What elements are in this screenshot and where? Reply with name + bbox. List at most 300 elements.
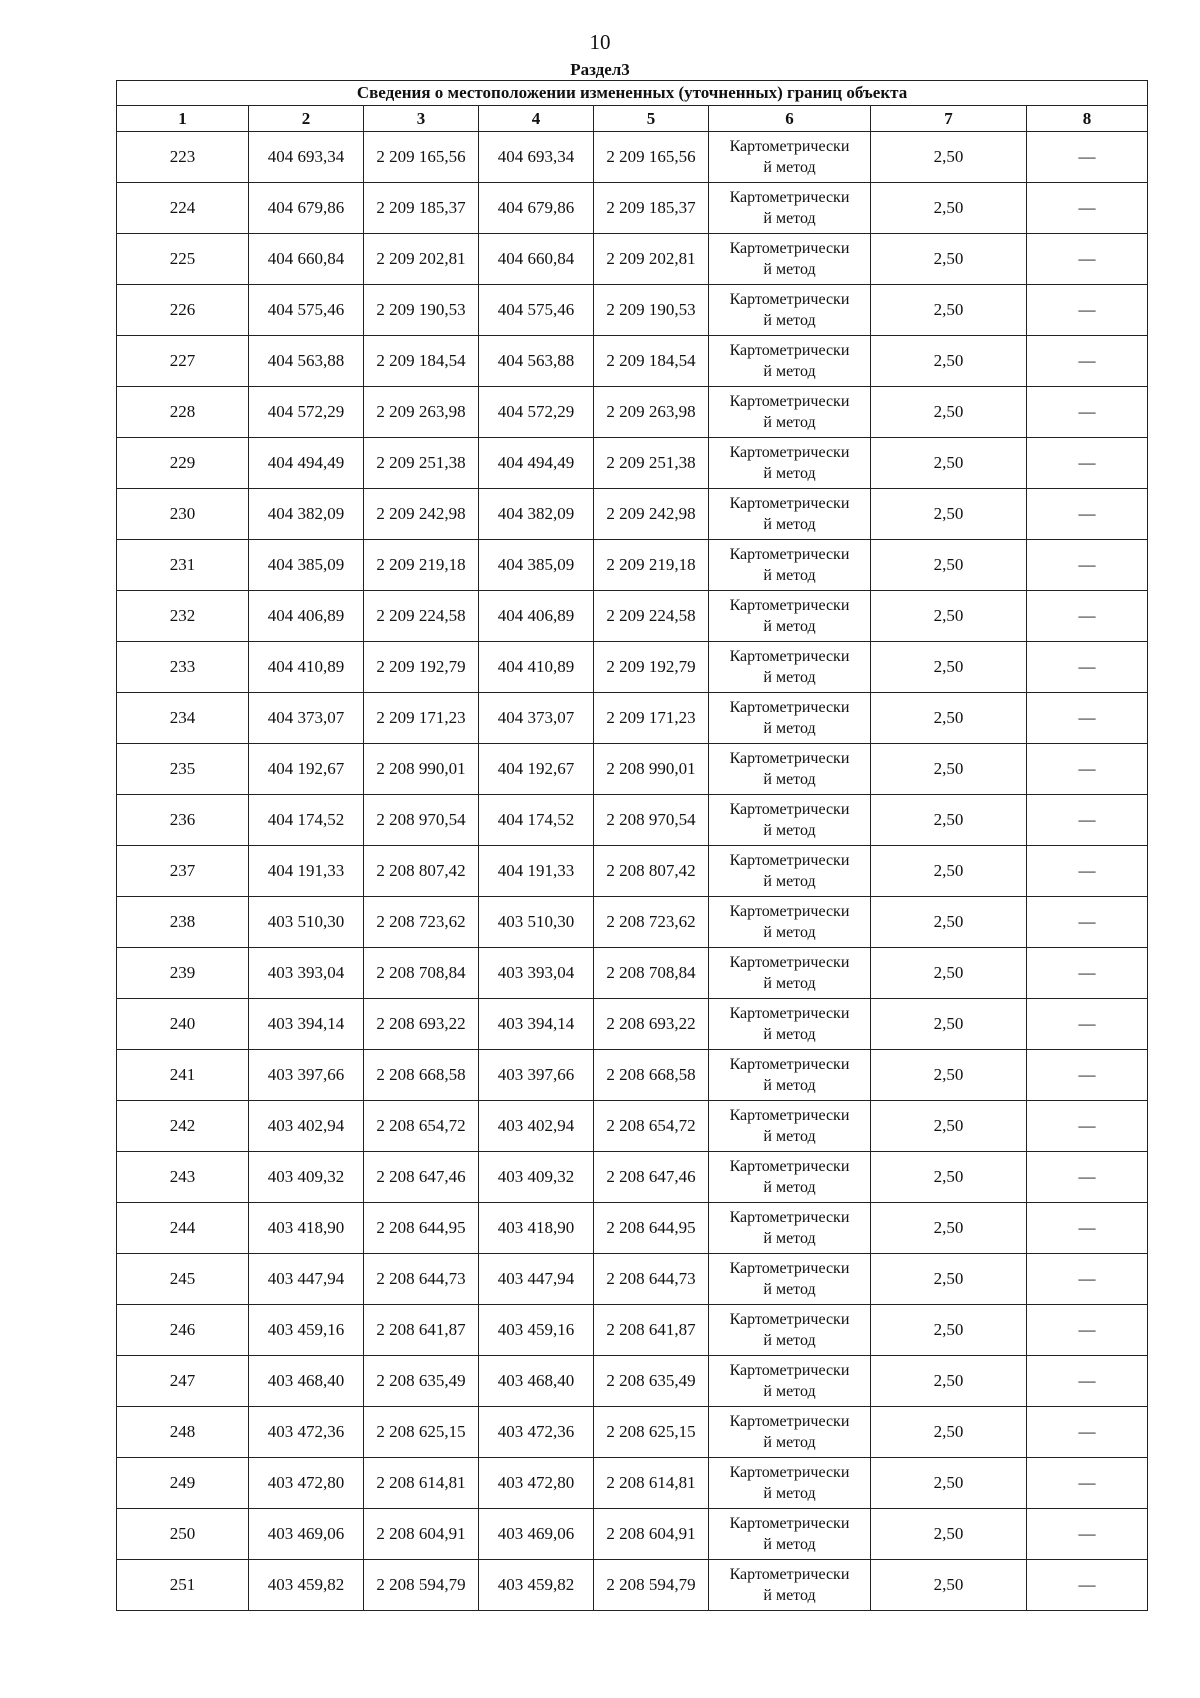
note-cell: — <box>1027 1203 1148 1254</box>
method-cell <box>709 1203 871 1254</box>
x-old-cell: 404 191,33 <box>249 846 364 897</box>
x-old-cell: 403 402,94 <box>249 1101 364 1152</box>
method-line: Картометрически <box>729 750 850 767</box>
x-new-cell: 404 575,46 <box>479 285 594 336</box>
method-line: Картометрически <box>729 1056 850 1073</box>
coordinates-table <box>116 80 1148 1611</box>
note-cell: — <box>1027 1305 1148 1356</box>
table-caption: Сведения о местоположении измененных (уточненных) границ объекта <box>117 81 1148 106</box>
x-old-cell: 404 406,89 <box>249 591 364 642</box>
accuracy-cell: 2,50 <box>871 1254 1027 1305</box>
y-old-cell: 2 208 594,79 <box>364 1560 479 1611</box>
x-new-cell: 403 510,30 <box>479 897 594 948</box>
method-line: й метод <box>763 1026 816 1043</box>
note-cell: — <box>1027 285 1148 336</box>
method-line: Картометрически <box>729 1005 850 1022</box>
section-title: Раздел3 <box>570 60 630 79</box>
method-cell <box>709 1050 871 1101</box>
note-cell: — <box>1027 1101 1148 1152</box>
y-new-cell: 2 208 654,72 <box>594 1101 709 1152</box>
page-number: 10 <box>589 30 611 54</box>
x-old-cell: 404 382,09 <box>249 489 364 540</box>
y-new-cell: 2 208 668,58 <box>594 1050 709 1101</box>
method-line: Картометрически <box>729 801 850 818</box>
y-new-cell: 2 209 251,38 <box>594 438 709 489</box>
y-old-cell: 2 208 990,01 <box>364 744 479 795</box>
accuracy-cell: 2,50 <box>871 1152 1027 1203</box>
method-cell <box>709 234 871 285</box>
method-line: Картометрически <box>729 291 850 308</box>
x-old-cell: 403 468,40 <box>249 1356 364 1407</box>
method-line: й метод <box>763 261 816 278</box>
note-cell: — <box>1027 1560 1148 1611</box>
table-row <box>117 693 1148 744</box>
y-new-cell: 2 209 224,58 <box>594 591 709 642</box>
table-row <box>117 591 1148 642</box>
x-new-cell: 404 679,86 <box>479 183 594 234</box>
column-number: 3 <box>364 106 479 132</box>
note-cell: — <box>1027 897 1148 948</box>
y-new-cell: 2 208 604,91 <box>594 1509 709 1560</box>
method-line: Картометрически <box>729 1107 850 1124</box>
point-number-cell: 240 <box>117 999 249 1050</box>
accuracy-cell: 2,50 <box>871 387 1027 438</box>
x-new-cell: 403 472,80 <box>479 1458 594 1509</box>
column-number: 7 <box>871 106 1027 132</box>
method-line: й метод <box>763 159 816 176</box>
method-cell <box>709 285 871 336</box>
table-row <box>117 1407 1148 1458</box>
method-cell <box>709 489 871 540</box>
method-cell <box>709 591 871 642</box>
method-line: й метод <box>763 1332 816 1349</box>
method-cell <box>709 1509 871 1560</box>
table-row <box>117 744 1148 795</box>
x-new-cell: 403 402,94 <box>479 1101 594 1152</box>
x-new-cell: 403 472,36 <box>479 1407 594 1458</box>
x-new-cell: 404 174,52 <box>479 795 594 846</box>
table-row <box>117 1356 1148 1407</box>
y-new-cell: 2 209 165,56 <box>594 132 709 183</box>
x-old-cell: 403 469,06 <box>249 1509 364 1560</box>
method-line: й метод <box>763 873 816 890</box>
accuracy-cell: 2,50 <box>871 693 1027 744</box>
note-cell: — <box>1027 1050 1148 1101</box>
accuracy-cell: 2,50 <box>871 489 1027 540</box>
method-cell <box>709 1560 871 1611</box>
y-new-cell: 2 208 807,42 <box>594 846 709 897</box>
y-new-cell: 2 208 970,54 <box>594 795 709 846</box>
method-line: й метод <box>763 1281 816 1298</box>
method-cell <box>709 387 871 438</box>
accuracy-cell: 2,50 <box>871 540 1027 591</box>
note-cell: — <box>1027 1356 1148 1407</box>
note-cell: — <box>1027 744 1148 795</box>
x-new-cell: 403 469,06 <box>479 1509 594 1560</box>
point-number-cell: 241 <box>117 1050 249 1101</box>
accuracy-cell: 2,50 <box>871 1407 1027 1458</box>
accuracy-cell: 2,50 <box>871 1356 1027 1407</box>
y-old-cell: 2 208 723,62 <box>364 897 479 948</box>
x-new-cell: 404 494,49 <box>479 438 594 489</box>
method-line: Картометрически <box>729 1311 850 1328</box>
y-old-cell: 2 209 185,37 <box>364 183 479 234</box>
method-line: й метод <box>763 720 816 737</box>
note-cell: — <box>1027 1254 1148 1305</box>
table-row <box>117 1050 1148 1101</box>
accuracy-cell: 2,50 <box>871 999 1027 1050</box>
y-old-cell: 2 209 190,53 <box>364 285 479 336</box>
method-line: Картометрически <box>729 393 850 410</box>
y-new-cell: 2 208 635,49 <box>594 1356 709 1407</box>
table-row <box>117 1203 1148 1254</box>
y-new-cell: 2 208 641,87 <box>594 1305 709 1356</box>
point-number-cell: 227 <box>117 336 249 387</box>
table-row <box>117 540 1148 591</box>
y-old-cell: 2 208 635,49 <box>364 1356 479 1407</box>
x-new-cell: 404 191,33 <box>479 846 594 897</box>
table-row <box>117 1305 1148 1356</box>
note-cell: — <box>1027 1407 1148 1458</box>
method-line: й метод <box>763 210 816 227</box>
column-number: 5 <box>594 106 709 132</box>
table-row <box>117 1560 1148 1611</box>
method-cell <box>709 1407 871 1458</box>
x-new-cell: 403 459,16 <box>479 1305 594 1356</box>
method-line: Картометрически <box>729 1464 850 1481</box>
y-old-cell: 2 208 614,81 <box>364 1458 479 1509</box>
y-new-cell: 2 208 693,22 <box>594 999 709 1050</box>
y-new-cell: 2 208 990,01 <box>594 744 709 795</box>
point-number-cell: 249 <box>117 1458 249 1509</box>
point-number-cell: 239 <box>117 948 249 999</box>
y-old-cell: 2 209 171,23 <box>364 693 479 744</box>
note-cell: — <box>1027 489 1148 540</box>
method-cell <box>709 336 871 387</box>
method-line: Картометрически <box>729 1158 850 1175</box>
method-line: й метод <box>763 414 816 431</box>
point-number-cell: 251 <box>117 1560 249 1611</box>
method-cell <box>709 693 871 744</box>
x-new-cell: 404 660,84 <box>479 234 594 285</box>
table-row <box>117 183 1148 234</box>
note-cell: — <box>1027 1152 1148 1203</box>
x-old-cell: 403 394,14 <box>249 999 364 1050</box>
point-number-cell: 228 <box>117 387 249 438</box>
accuracy-cell: 2,50 <box>871 438 1027 489</box>
accuracy-cell: 2,50 <box>871 285 1027 336</box>
x-old-cell: 403 459,82 <box>249 1560 364 1611</box>
method-line: Картометрически <box>729 1209 850 1226</box>
table-row <box>117 897 1148 948</box>
method-line: Картометрически <box>729 1260 850 1277</box>
point-number-cell: 233 <box>117 642 249 693</box>
x-new-cell: 403 394,14 <box>479 999 594 1050</box>
table-row <box>117 132 1148 183</box>
method-line: Картометрически <box>729 546 850 563</box>
method-cell <box>709 897 871 948</box>
y-old-cell: 2 209 192,79 <box>364 642 479 693</box>
x-new-cell: 403 393,04 <box>479 948 594 999</box>
method-line: й метод <box>763 1128 816 1145</box>
y-old-cell: 2 208 693,22 <box>364 999 479 1050</box>
y-new-cell: 2 209 192,79 <box>594 642 709 693</box>
y-old-cell: 2 208 654,72 <box>364 1101 479 1152</box>
method-cell <box>709 183 871 234</box>
method-line: й метод <box>763 1077 816 1094</box>
method-line: Картометрически <box>729 852 850 869</box>
point-number-cell: 247 <box>117 1356 249 1407</box>
note-cell: — <box>1027 948 1148 999</box>
x-new-cell: 403 468,40 <box>479 1356 594 1407</box>
y-old-cell: 2 208 641,87 <box>364 1305 479 1356</box>
point-number-cell: 230 <box>117 489 249 540</box>
method-line: Картометрически <box>729 699 850 716</box>
point-number-cell: 231 <box>117 540 249 591</box>
table-row <box>117 285 1148 336</box>
table-caption-row <box>117 81 1148 106</box>
accuracy-cell: 2,50 <box>871 948 1027 999</box>
note-cell: — <box>1027 999 1148 1050</box>
method-line: Картометрически <box>729 954 850 971</box>
method-line: й метод <box>763 1587 816 1604</box>
note-cell: — <box>1027 1509 1148 1560</box>
method-cell <box>709 1152 871 1203</box>
table-row <box>117 234 1148 285</box>
note-cell: — <box>1027 336 1148 387</box>
point-number-cell: 244 <box>117 1203 249 1254</box>
x-old-cell: 404 572,29 <box>249 387 364 438</box>
y-new-cell: 2 208 723,62 <box>594 897 709 948</box>
point-number-cell: 238 <box>117 897 249 948</box>
method-line: Картометрически <box>729 597 850 614</box>
method-line: Картометрически <box>729 189 850 206</box>
y-new-cell: 2 209 185,37 <box>594 183 709 234</box>
x-old-cell: 403 409,32 <box>249 1152 364 1203</box>
method-line: й метод <box>763 1230 816 1247</box>
x-new-cell: 404 373,07 <box>479 693 594 744</box>
column-number: 2 <box>249 106 364 132</box>
method-line: Картометрически <box>729 495 850 512</box>
note-cell: — <box>1027 132 1148 183</box>
x-new-cell: 404 563,88 <box>479 336 594 387</box>
method-cell <box>709 744 871 795</box>
y-new-cell: 2 208 647,46 <box>594 1152 709 1203</box>
x-new-cell: 404 385,09 <box>479 540 594 591</box>
note-cell: — <box>1027 693 1148 744</box>
method-line: Картометрически <box>729 1515 850 1532</box>
method-line: й метод <box>763 363 816 380</box>
method-line: й метод <box>763 516 816 533</box>
y-new-cell: 2 209 184,54 <box>594 336 709 387</box>
point-number-cell: 237 <box>117 846 249 897</box>
accuracy-cell: 2,50 <box>871 1101 1027 1152</box>
x-old-cell: 404 693,34 <box>249 132 364 183</box>
point-number-cell: 229 <box>117 438 249 489</box>
y-new-cell: 2 209 202,81 <box>594 234 709 285</box>
x-old-cell: 403 510,30 <box>249 897 364 948</box>
y-old-cell: 2 209 242,98 <box>364 489 479 540</box>
accuracy-cell: 2,50 <box>871 795 1027 846</box>
method-line: й метод <box>763 1179 816 1196</box>
y-old-cell: 2 209 251,38 <box>364 438 479 489</box>
column-number: 4 <box>479 106 594 132</box>
accuracy-cell: 2,50 <box>871 1305 1027 1356</box>
y-old-cell: 2 209 202,81 <box>364 234 479 285</box>
x-old-cell: 404 385,09 <box>249 540 364 591</box>
y-new-cell: 2 208 594,79 <box>594 1560 709 1611</box>
y-old-cell: 2 209 165,56 <box>364 132 479 183</box>
y-old-cell: 2 208 604,91 <box>364 1509 479 1560</box>
accuracy-cell: 2,50 <box>871 1458 1027 1509</box>
method-cell <box>709 1254 871 1305</box>
y-old-cell: 2 208 668,58 <box>364 1050 479 1101</box>
y-new-cell: 2 208 625,15 <box>594 1407 709 1458</box>
method-line: й метод <box>763 822 816 839</box>
x-old-cell: 404 174,52 <box>249 795 364 846</box>
table-row <box>117 1458 1148 1509</box>
note-cell: — <box>1027 642 1148 693</box>
x-old-cell: 403 397,66 <box>249 1050 364 1101</box>
table-row <box>117 642 1148 693</box>
method-line: Картометрически <box>729 648 850 665</box>
method-line: й метод <box>763 1434 816 1451</box>
note-cell: — <box>1027 183 1148 234</box>
method-line: Картометрически <box>729 903 850 920</box>
accuracy-cell: 2,50 <box>871 183 1027 234</box>
x-old-cell: 404 192,67 <box>249 744 364 795</box>
method-line: й метод <box>763 312 816 329</box>
y-new-cell: 2 209 219,18 <box>594 540 709 591</box>
table-row <box>117 1101 1148 1152</box>
table-row <box>117 1254 1148 1305</box>
y-old-cell: 2 208 647,46 <box>364 1152 479 1203</box>
y-old-cell: 2 209 219,18 <box>364 540 479 591</box>
x-old-cell: 403 472,36 <box>249 1407 364 1458</box>
accuracy-cell: 2,50 <box>871 1050 1027 1101</box>
method-line: й метод <box>763 465 816 482</box>
x-old-cell: 404 373,07 <box>249 693 364 744</box>
x-new-cell: 403 418,90 <box>479 1203 594 1254</box>
x-new-cell: 403 447,94 <box>479 1254 594 1305</box>
method-cell <box>709 999 871 1050</box>
x-new-cell: 404 410,89 <box>479 642 594 693</box>
point-number-cell: 236 <box>117 795 249 846</box>
x-new-cell: 403 409,32 <box>479 1152 594 1203</box>
accuracy-cell: 2,50 <box>871 744 1027 795</box>
method-cell <box>709 1356 871 1407</box>
accuracy-cell: 2,50 <box>871 1203 1027 1254</box>
accuracy-cell: 2,50 <box>871 897 1027 948</box>
accuracy-cell: 2,50 <box>871 846 1027 897</box>
method-cell <box>709 540 871 591</box>
table-row <box>117 999 1148 1050</box>
x-old-cell: 404 660,84 <box>249 234 364 285</box>
note-cell: — <box>1027 795 1148 846</box>
point-number-cell: 245 <box>117 1254 249 1305</box>
x-old-cell: 403 472,80 <box>249 1458 364 1509</box>
method-line: й метод <box>763 567 816 584</box>
table-row <box>117 438 1148 489</box>
x-new-cell: 404 572,29 <box>479 387 594 438</box>
point-number-cell: 250 <box>117 1509 249 1560</box>
note-cell: — <box>1027 387 1148 438</box>
note-cell: — <box>1027 591 1148 642</box>
y-old-cell: 2 208 625,15 <box>364 1407 479 1458</box>
table-row <box>117 1152 1148 1203</box>
method-line: Картометрически <box>729 1566 850 1583</box>
method-line: Картометрически <box>729 1413 850 1430</box>
point-number-cell: 243 <box>117 1152 249 1203</box>
table-row <box>117 846 1148 897</box>
method-cell <box>709 948 871 999</box>
point-number-cell: 232 <box>117 591 249 642</box>
x-old-cell: 404 575,46 <box>249 285 364 336</box>
method-line: Картометрически <box>729 342 850 359</box>
accuracy-cell: 2,50 <box>871 336 1027 387</box>
column-number: 1 <box>117 106 249 132</box>
point-number-cell: 246 <box>117 1305 249 1356</box>
y-old-cell: 2 208 644,73 <box>364 1254 479 1305</box>
method-line: й метод <box>763 618 816 635</box>
note-cell: — <box>1027 1458 1148 1509</box>
x-old-cell: 403 447,94 <box>249 1254 364 1305</box>
note-cell: — <box>1027 846 1148 897</box>
y-new-cell: 2 209 263,98 <box>594 387 709 438</box>
method-line: Картометрически <box>729 240 850 257</box>
column-number: 6 <box>709 106 871 132</box>
y-new-cell: 2 209 242,98 <box>594 489 709 540</box>
method-line: Картометрически <box>729 1362 850 1379</box>
method-cell <box>709 795 871 846</box>
method-line: й метод <box>763 924 816 941</box>
point-number-cell: 224 <box>117 183 249 234</box>
method-cell <box>709 132 871 183</box>
y-old-cell: 2 209 184,54 <box>364 336 479 387</box>
accuracy-cell: 2,50 <box>871 1560 1027 1611</box>
note-cell: — <box>1027 438 1148 489</box>
method-line: Картометрически <box>729 138 850 155</box>
y-new-cell: 2 208 708,84 <box>594 948 709 999</box>
y-new-cell: 2 208 644,73 <box>594 1254 709 1305</box>
y-new-cell: 2 208 644,95 <box>594 1203 709 1254</box>
x-old-cell: 403 393,04 <box>249 948 364 999</box>
column-number: 8 <box>1027 106 1148 132</box>
accuracy-cell: 2,50 <box>871 1509 1027 1560</box>
y-old-cell: 2 209 263,98 <box>364 387 479 438</box>
x-old-cell: 404 563,88 <box>249 336 364 387</box>
y-old-cell: 2 208 644,95 <box>364 1203 479 1254</box>
y-new-cell: 2 209 171,23 <box>594 693 709 744</box>
table-row <box>117 795 1148 846</box>
note-cell: — <box>1027 540 1148 591</box>
accuracy-cell: 2,50 <box>871 234 1027 285</box>
point-number-cell: 248 <box>117 1407 249 1458</box>
accuracy-cell: 2,50 <box>871 591 1027 642</box>
note-cell: — <box>1027 234 1148 285</box>
x-new-cell: 404 382,09 <box>479 489 594 540</box>
point-number-cell: 242 <box>117 1101 249 1152</box>
method-line: й метод <box>763 1485 816 1502</box>
y-new-cell: 2 209 190,53 <box>594 285 709 336</box>
point-number-cell: 235 <box>117 744 249 795</box>
x-old-cell: 404 679,86 <box>249 183 364 234</box>
table-row <box>117 387 1148 438</box>
point-number-cell: 225 <box>117 234 249 285</box>
x-old-cell: 403 418,90 <box>249 1203 364 1254</box>
x-new-cell: 404 693,34 <box>479 132 594 183</box>
method-line: й метод <box>763 1383 816 1400</box>
